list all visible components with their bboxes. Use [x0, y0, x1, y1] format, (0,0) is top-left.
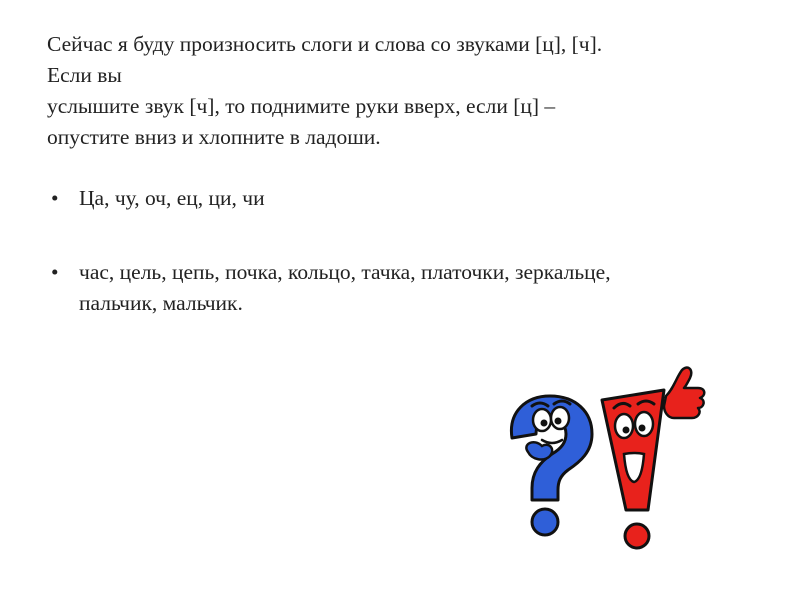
list-item-line: час, цель, цепь, почка, кольцо, тачка, платочки, зеркальце, — [79, 260, 611, 284]
instruction-text — [47, 29, 767, 153]
bullet-marker: • — [51, 260, 59, 284]
list-item-words — [47, 257, 767, 319]
list-item-text — [79, 257, 767, 319]
list-item-line: пальчик, мальчик. — [79, 291, 243, 315]
exclamation-mark-body — [602, 390, 664, 510]
exclamation-mark-character — [602, 368, 704, 548]
question-mark-character — [511, 396, 592, 535]
instruction-line: опустите вниз и хлопните в ладоши. — [47, 125, 381, 149]
instruction-line: Сейчас я буду произносить слоги и слова со звуками [ц], [ч]. — [47, 32, 603, 56]
exclamation-mark-dot — [625, 524, 649, 548]
instruction-line: услышите звук [ч], то поднимите руки вверх, если [ц] – — [47, 94, 556, 118]
bullet-marker: • — [51, 186, 59, 210]
question-exclamation-characters-illustration — [498, 360, 713, 560]
list-item-line: Ца, чу, оч, ец, ци, чи — [79, 186, 265, 210]
word-list — [47, 183, 767, 319]
list-item-text — [79, 183, 767, 214]
question-mark-dot — [532, 509, 558, 535]
instruction-line: Если вы — [47, 63, 122, 87]
list-item-syllables — [47, 183, 767, 214]
